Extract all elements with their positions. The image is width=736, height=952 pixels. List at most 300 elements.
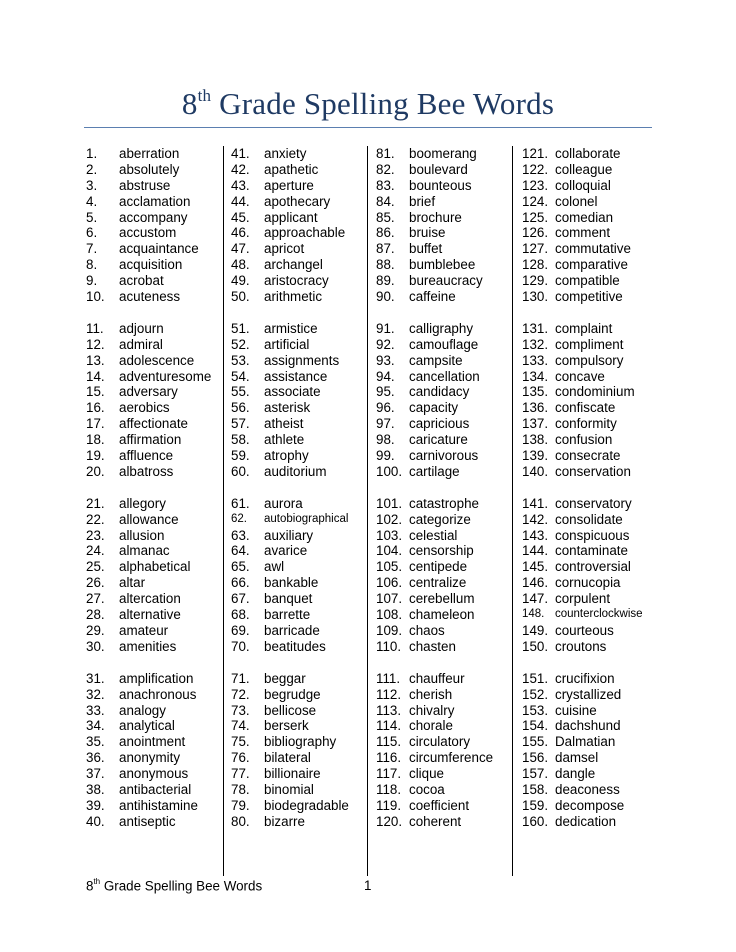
entry-number: 94.	[376, 368, 395, 384]
entry-number: 6.	[86, 225, 98, 241]
entry-word: billionaire	[264, 766, 321, 782]
word-entry	[522, 718, 662, 734]
entry-word: corpulent	[555, 591, 611, 607]
entry-word: aberration	[119, 146, 180, 161]
entry-number: 59.	[231, 448, 250, 464]
entry-number: 147.	[522, 591, 549, 607]
entry-word: armistice	[264, 320, 318, 336]
word-group	[231, 671, 367, 830]
word-entry	[376, 194, 512, 210]
entry-number: 107.	[376, 591, 403, 607]
entry-word: abstruse	[119, 177, 171, 193]
word-entry	[231, 718, 367, 734]
entry-number: 34.	[86, 718, 105, 734]
word-entry	[376, 432, 512, 448]
entry-word: admiral	[119, 336, 163, 352]
entry-word: censorship	[409, 543, 474, 559]
entry-word: anonymous	[119, 766, 189, 782]
entry-number: 112.	[376, 686, 402, 702]
word-entry	[231, 448, 367, 464]
entry-number: 116.	[376, 750, 402, 766]
entry-word: coefficient	[409, 797, 470, 813]
entry-word: crucifixion	[555, 670, 615, 686]
entry-number: 133.	[522, 352, 549, 368]
entry-word: auxiliary	[264, 527, 314, 543]
page-number: 1	[364, 878, 372, 893]
entry-word: altercation	[119, 591, 181, 607]
word-group	[86, 321, 223, 480]
entry-word: absolutely	[119, 161, 180, 177]
word-entry	[376, 687, 512, 703]
word-entry	[86, 416, 223, 432]
entry-number: 98.	[376, 432, 395, 448]
entry-number: 105.	[376, 559, 403, 575]
entry-word: apricot	[264, 241, 305, 257]
entry-number: 121.	[522, 146, 549, 161]
entry-word: beggar	[264, 670, 306, 686]
entry-word: alphabetical	[119, 559, 191, 575]
word-group	[231, 146, 367, 305]
word-entry	[231, 528, 367, 544]
word-entry	[86, 225, 223, 241]
entry-word: associate	[264, 384, 321, 400]
entry-number: 8.	[86, 257, 98, 273]
entry-word: colonel	[555, 193, 598, 209]
word-entry	[376, 782, 512, 798]
entry-word: comparative	[555, 257, 628, 273]
entry-number: 49.	[231, 273, 250, 289]
entry-number: 135.	[522, 384, 549, 400]
word-entry	[231, 432, 367, 448]
word-entry	[522, 369, 662, 385]
entry-number: 119.	[376, 797, 402, 813]
word-entry	[522, 814, 662, 830]
word-entry	[231, 703, 367, 719]
word-entry	[376, 734, 512, 750]
entry-number: 71.	[231, 670, 250, 686]
word-entry	[231, 241, 367, 257]
entry-word: comment	[555, 225, 611, 241]
entry-word: courteous	[555, 622, 614, 638]
entry-number: 15.	[86, 384, 105, 400]
entry-word: chauffeur	[409, 670, 465, 686]
entry-number: 137.	[522, 416, 549, 432]
entry-word: cerebellum	[409, 591, 475, 607]
entry-number: 48.	[231, 257, 250, 273]
entry-word: crystallized	[555, 686, 622, 702]
entry-number: 142.	[522, 511, 549, 527]
entry-word: confusion	[555, 432, 613, 448]
entry-word: compliment	[555, 336, 624, 352]
entry-number: 145.	[522, 559, 549, 575]
entry-number: 148.	[522, 608, 545, 621]
entry-number: 95.	[376, 384, 395, 400]
entry-number: 156.	[522, 750, 549, 766]
entry-number: 31.	[86, 670, 105, 686]
entry-number: 118.	[376, 781, 402, 797]
word-entry	[86, 718, 223, 734]
entry-word: acclamation	[119, 193, 191, 209]
word-entry	[376, 766, 512, 782]
entry-number: 146.	[522, 575, 549, 591]
entry-number: 36.	[86, 750, 105, 766]
entry-number: 113.	[376, 702, 402, 718]
entry-word: banquet	[264, 591, 313, 607]
entry-word: beatitudes	[264, 638, 326, 654]
entry-number: 125.	[522, 209, 549, 225]
entry-word: assignments	[264, 352, 340, 368]
word-entry	[376, 639, 512, 655]
word-entry	[86, 241, 223, 257]
word-entry	[522, 575, 662, 591]
footer-number: 8	[86, 878, 94, 894]
word-entry	[522, 464, 662, 480]
word-entry	[231, 639, 367, 655]
entry-word: clique	[409, 766, 444, 782]
word-entry	[522, 512, 662, 528]
word-entry	[231, 464, 367, 480]
word-entry	[86, 766, 223, 782]
entry-number: 27.	[86, 591, 105, 607]
word-entry	[86, 162, 223, 178]
entry-word: bankable	[264, 575, 319, 591]
entry-word: candidacy	[409, 384, 470, 400]
word-entry	[376, 210, 512, 226]
entry-number: 134.	[522, 368, 549, 384]
entry-number: 72.	[231, 686, 250, 702]
entry-number: 51.	[231, 320, 250, 336]
entry-number: 24.	[86, 543, 105, 559]
entry-word: boomerang	[409, 146, 477, 161]
entry-word: cartilage	[409, 463, 460, 479]
entry-word: cuisine	[555, 702, 597, 718]
word-entry	[231, 591, 367, 607]
word-group	[86, 146, 223, 305]
word-entry	[86, 146, 223, 162]
entry-number: 4.	[86, 193, 98, 209]
word-entry	[86, 321, 223, 337]
entry-number: 129.	[522, 273, 549, 289]
entry-word: chorale	[409, 718, 453, 734]
entry-word: amenities	[119, 638, 177, 654]
entry-number: 45.	[231, 209, 250, 225]
entry-word: acrobat	[119, 273, 164, 289]
entry-number: 46.	[231, 225, 250, 241]
entry-word: conservatory	[555, 495, 632, 511]
entry-word: affirmation	[119, 432, 182, 448]
entry-number: 43.	[231, 177, 250, 193]
entry-number: 140.	[522, 463, 549, 479]
entry-number: 50.	[231, 289, 250, 305]
entry-number: 79.	[231, 797, 250, 813]
word-entry	[86, 782, 223, 798]
page-title	[0, 86, 736, 122]
entry-word: condominium	[555, 384, 635, 400]
entry-word: anachronous	[119, 686, 197, 702]
footer-title	[86, 878, 262, 893]
word-entry	[86, 814, 223, 830]
entry-word: allegory	[119, 495, 166, 511]
entry-word: collaborate	[555, 146, 621, 161]
entry-word: chivalry	[409, 702, 455, 718]
word-entry	[86, 575, 223, 591]
entry-word: Dalmatian	[555, 734, 616, 750]
entry-word: centralize	[409, 575, 467, 591]
entry-number: 1.	[86, 146, 98, 161]
entry-number: 57.	[231, 416, 250, 432]
entry-number: 93.	[376, 352, 395, 368]
word-column-2	[231, 146, 368, 876]
entry-number: 39.	[86, 797, 105, 813]
word-entry	[231, 575, 367, 591]
word-entry	[522, 703, 662, 719]
entry-word: caffeine	[409, 289, 456, 305]
entry-word: brochure	[409, 209, 462, 225]
entry-word: catastrophe	[409, 495, 479, 511]
entry-number: 136.	[522, 400, 549, 416]
word-entry	[231, 337, 367, 353]
entry-word: deaconess	[555, 781, 620, 797]
entry-word: bureaucracy	[409, 273, 483, 289]
entry-word: allusion	[119, 527, 165, 543]
entry-word: complaint	[555, 320, 613, 336]
entry-word: adversary	[119, 384, 178, 400]
entry-number: 157.	[522, 766, 549, 782]
word-entry	[376, 241, 512, 257]
entry-word: decompose	[555, 797, 625, 813]
entry-word: damsel	[555, 750, 599, 766]
entry-number: 55.	[231, 384, 250, 400]
entry-number: 158.	[522, 781, 549, 797]
entry-word: circulatory	[409, 734, 471, 750]
entry-number: 37.	[86, 766, 105, 782]
entry-number: 78.	[231, 781, 250, 797]
entry-word: accompany	[119, 209, 188, 225]
word-entry	[522, 750, 662, 766]
word-entry	[86, 464, 223, 480]
entry-number: 89.	[376, 273, 395, 289]
entry-number: 47.	[231, 241, 250, 257]
word-entry	[231, 257, 367, 273]
entry-number: 30.	[86, 638, 105, 654]
word-entry	[522, 639, 662, 655]
word-entry	[522, 416, 662, 432]
entry-word: cherish	[409, 686, 453, 702]
entry-word: adolescence	[119, 352, 195, 368]
entry-number: 153.	[522, 702, 549, 718]
word-entry	[86, 369, 223, 385]
word-entry	[522, 766, 662, 782]
word-entry	[522, 178, 662, 194]
entry-number: 5.	[86, 209, 98, 225]
word-entry	[522, 384, 662, 400]
word-entry	[376, 575, 512, 591]
word-entry	[376, 814, 512, 830]
entry-word: bizarre	[264, 813, 305, 829]
entry-number: 12.	[86, 336, 105, 352]
entry-number: 18.	[86, 432, 105, 448]
word-entry	[376, 591, 512, 607]
entry-word: celestial	[409, 527, 458, 543]
word-entry	[376, 798, 512, 814]
entry-number: 68.	[231, 607, 250, 623]
word-entry	[522, 496, 662, 512]
entry-word: chaos	[409, 622, 445, 638]
entry-number: 111.	[376, 670, 401, 686]
entry-number: 33.	[86, 702, 105, 718]
word-column-1	[86, 146, 224, 876]
entry-number: 22.	[86, 511, 105, 527]
word-entry	[231, 734, 367, 750]
entry-number: 65.	[231, 559, 250, 575]
entry-word: altar	[119, 575, 146, 591]
word-entry	[522, 210, 662, 226]
word-entry	[522, 194, 662, 210]
entry-word: buffet	[409, 241, 443, 257]
entry-word: dedication	[555, 813, 617, 829]
entry-word: compulsory	[555, 352, 624, 368]
word-entry	[376, 289, 512, 305]
entry-word: calligraphy	[409, 320, 474, 336]
entry-number: 159.	[522, 797, 549, 813]
word-entry	[376, 671, 512, 687]
entry-number: 143.	[522, 527, 549, 543]
entry-word: arithmetic	[264, 289, 323, 305]
entry-word: bumblebee	[409, 257, 476, 273]
entry-number: 11.	[86, 320, 104, 336]
word-entry	[231, 814, 367, 830]
entry-word: competitive	[555, 289, 623, 305]
word-entry	[231, 512, 367, 528]
entry-number: 7.	[86, 241, 98, 257]
word-entry	[376, 321, 512, 337]
entry-number: 128.	[522, 257, 549, 273]
entry-number: 97.	[376, 416, 395, 432]
word-entry	[231, 623, 367, 639]
word-entry	[522, 734, 662, 750]
word-entry	[522, 591, 662, 607]
entry-word: adventuresome	[119, 368, 212, 384]
word-entry	[376, 448, 512, 464]
entry-word: caricature	[409, 432, 468, 448]
word-entry	[86, 543, 223, 559]
entry-number: 144.	[522, 543, 549, 559]
entry-word: compatible	[555, 273, 620, 289]
entry-word: artificial	[264, 336, 310, 352]
entry-number: 56.	[231, 400, 250, 416]
word-group	[231, 496, 367, 655]
entry-number: 61.	[231, 495, 250, 511]
word-group	[376, 321, 512, 480]
entry-number: 35.	[86, 734, 105, 750]
entry-word: comedian	[555, 209, 614, 225]
word-entry	[376, 384, 512, 400]
word-entry	[231, 194, 367, 210]
entry-number: 115.	[376, 734, 402, 750]
word-entry	[231, 798, 367, 814]
entry-number: 110.	[376, 638, 402, 654]
entry-word: capricious	[409, 416, 470, 432]
entry-number: 85.	[376, 209, 395, 225]
entry-number: 13.	[86, 352, 105, 368]
word-entry	[376, 273, 512, 289]
entry-word: assistance	[264, 368, 328, 384]
entry-word: bruise	[409, 225, 446, 241]
entry-word: awl	[264, 559, 285, 575]
word-entry	[231, 416, 367, 432]
entry-word: conspicuous	[555, 527, 630, 543]
word-entry	[231, 766, 367, 782]
entry-word: adjourn	[119, 320, 164, 336]
entry-number: 117.	[376, 766, 402, 782]
word-entry	[86, 289, 223, 305]
entry-number: 17.	[86, 416, 105, 432]
entry-word: bibliography	[264, 734, 337, 750]
entry-number: 123.	[522, 177, 549, 193]
word-entry	[231, 273, 367, 289]
entry-number: 126.	[522, 225, 549, 241]
entry-number: 150.	[522, 638, 549, 654]
word-entry	[522, 671, 662, 687]
entry-word: boulevard	[409, 161, 468, 177]
word-entry	[231, 178, 367, 194]
word-entry	[86, 750, 223, 766]
word-entry	[86, 607, 223, 623]
entry-number: 67.	[231, 591, 250, 607]
word-entry	[522, 798, 662, 814]
word-entry	[522, 687, 662, 703]
entry-word: atrophy	[264, 448, 309, 464]
entry-number: 69.	[231, 622, 250, 638]
word-entry	[86, 448, 223, 464]
entry-word: chameleon	[409, 607, 475, 623]
word-entry	[376, 703, 512, 719]
entry-number: 38.	[86, 781, 105, 797]
word-group	[376, 146, 512, 305]
entry-number: 88.	[376, 257, 395, 273]
entry-number: 102.	[376, 511, 403, 527]
entry-word: apathetic	[264, 161, 319, 177]
word-entry	[231, 782, 367, 798]
word-entry	[376, 623, 512, 639]
word-group	[522, 146, 662, 305]
entry-word: applicant	[264, 209, 318, 225]
entry-word: binomial	[264, 781, 314, 797]
entry-word: affluence	[119, 448, 174, 464]
entry-number: 70.	[231, 638, 250, 654]
entry-word: auditorium	[264, 463, 327, 479]
entry-word: aperture	[264, 177, 314, 193]
word-entry	[376, 178, 512, 194]
entry-number: 92.	[376, 336, 395, 352]
word-entry	[376, 146, 512, 162]
entry-number: 75.	[231, 734, 250, 750]
word-entry	[522, 162, 662, 178]
word-entry	[86, 432, 223, 448]
entry-word: categorize	[409, 511, 471, 527]
entry-word: carnivorous	[409, 448, 479, 464]
word-entry	[231, 384, 367, 400]
word-entry	[231, 496, 367, 512]
entry-number: 66.	[231, 575, 250, 591]
entry-number: 151.	[522, 670, 549, 686]
word-entry	[376, 257, 512, 273]
word-entry	[86, 623, 223, 639]
word-entry	[86, 512, 223, 528]
entry-word: centipede	[409, 559, 468, 575]
entry-word: commutative	[555, 241, 631, 257]
word-entry	[522, 448, 662, 464]
